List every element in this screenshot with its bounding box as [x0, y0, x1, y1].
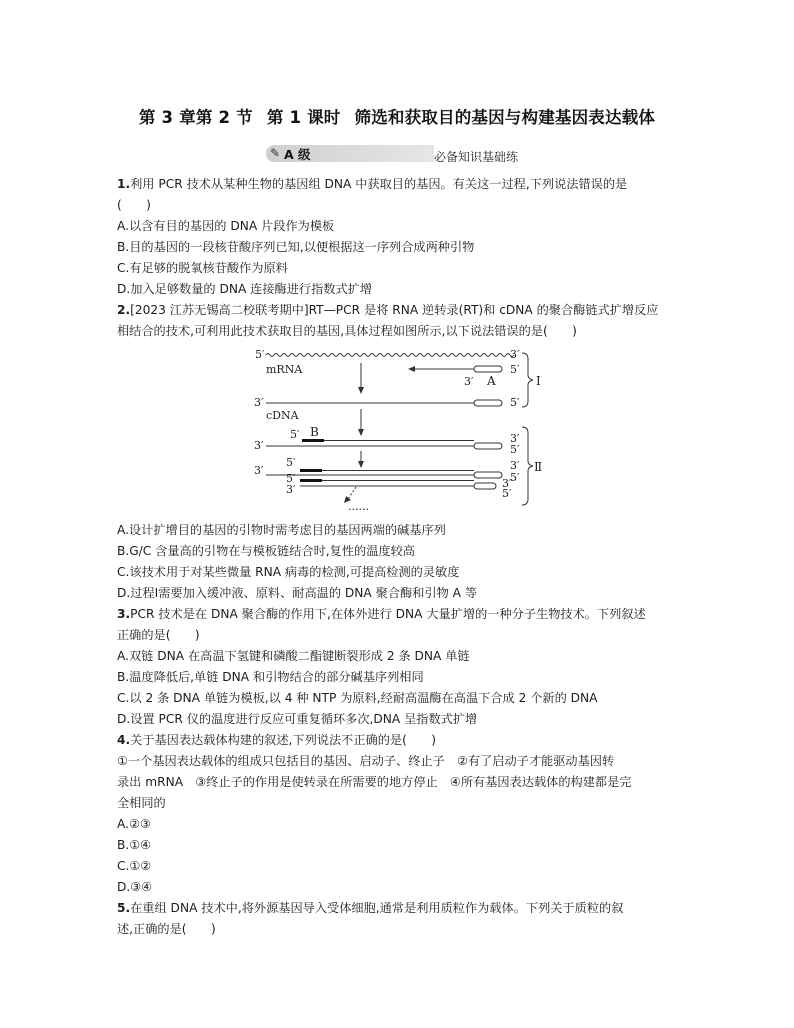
q1-option-b: B.目的基因的一段核苷酸序列已知,以便根据这一序列合成两种引物: [117, 240, 475, 254]
amp-primer-b-2: [300, 479, 322, 482]
step-arrow-2-head: [358, 429, 364, 436]
q5-stem-line-1: 5.在重组 DNA 技术中,将外源基因导入受体细胞,通常是利用质粒作为载体。下列关于质粒的叙: [117, 901, 624, 915]
q4-stem: 4.关于基因表达载体构建的叙述,下列说法不正确的是( ): [117, 733, 437, 747]
q3-stem-line-1: 3.PCR 技术是在 DNA 聚合酶的作用下,在体外进行 DNA 大量扩增的一种分子生物技术。下列叙述: [117, 607, 646, 621]
continuation-ellipsis: ......: [348, 500, 369, 513]
q1-stem-line-1: 1.利用 PCR 技术从某种生物的基因组 DNA 中获取目的基因。有关这一过程,下列说法错误的是: [117, 177, 628, 191]
primer-b: [302, 439, 324, 442]
title-lesson: 第 1 课时: [266, 108, 341, 127]
amp-5-prime-label-3: 5′: [286, 472, 296, 485]
rt-pcr-diagram: [240, 345, 560, 515]
cdna-primer-end: [474, 400, 502, 406]
extension-arrowhead: [408, 366, 415, 372]
step-1-brace: [522, 353, 533, 407]
q4-option-d: D.③④: [117, 880, 153, 894]
mrna-5-prime-label: 5′: [255, 348, 265, 361]
q3-option-a: A.双链 DNA 在高温下氢键和磷酸二酯键断裂形成 2 条 DNA 单链: [117, 649, 470, 663]
q4-option-b: B.①④: [117, 838, 152, 852]
primer-a-5-prime-label: 5′: [510, 363, 520, 376]
level-caption: 必备知识基础练: [434, 150, 519, 164]
q5-stem-line-2: 述,正确的是( ): [117, 922, 216, 936]
ds-upper-3-prime-label: 3′: [510, 432, 520, 445]
amp-5-prime-label-2: 5′: [510, 471, 520, 484]
primer-b-5-prime-label: 5′: [290, 428, 300, 441]
amp-primer-a-1: [474, 472, 502, 478]
ds-lower-5-prime-label: 5′: [510, 443, 520, 456]
q4-statement-line-1: ①一个基因表达载体的组成只包括目的基因、启动子、终止子 ②有了启动子才能驱动基因转: [117, 754, 615, 768]
step-2-brace: [522, 427, 533, 505]
q4-statement-line-3: 全相同的: [117, 796, 166, 810]
mrna-label: mRNA: [266, 363, 303, 376]
q1-option-a: A.以含有目的基因的 DNA 片段作为模板: [117, 219, 335, 233]
ds-primer-end: [474, 443, 502, 449]
title-chapter: 第 3 章第 2 节: [138, 108, 253, 127]
q3-option-d: D.设置 PCR 仪的温度进行反应可重复循环多次,DNA 呈指数式扩增: [117, 712, 478, 726]
q2-option-b: B.G/C 含量高的引物在与模板链结合时,复性的温度较高: [117, 544, 415, 558]
amp-3-prime-label-3: 3′: [286, 483, 296, 496]
page-title: [0, 104, 794, 128]
step-2-label: Ⅱ: [534, 460, 543, 474]
amp-primer-b-1: [300, 469, 322, 472]
amp-primer-a-2: [474, 483, 496, 489]
q2-stem-line-1: 2.[2023 江苏无锡高二校联考期中]RT—PCR 是将 RNA 逆转录(RT)和 cDNA 的聚合酶链式扩增反应: [117, 303, 659, 317]
primer-b-label: B: [310, 425, 319, 439]
step-1-label: Ⅰ: [536, 374, 541, 388]
q1-option-c: C.有足够的脱氧核苷酸作为原料: [117, 261, 288, 275]
mrna-3-prime-label: 3′: [510, 348, 520, 361]
cdna-3-prime-label: 3′: [254, 396, 264, 409]
q3-stem-line-2: 正确的是( ): [117, 628, 200, 642]
amp-3-prime-label-2: 3′: [510, 459, 520, 472]
amp-3-prime-label-4: 3′: [502, 477, 512, 490]
q1-option-d: D.加入足够数量的 DNA 连接酶进行指数式扩增: [117, 282, 373, 296]
q4-statement-line-2: 录出 mRNA ③终止子的作用是使转录在所需要的地方停止 ④所有基因表达载体的构建都是完: [117, 775, 632, 789]
mrna-strand: [266, 354, 514, 357]
ds-lower-3-prime-label: 3′: [254, 439, 264, 452]
pencil-icon: ✎: [270, 146, 281, 160]
amp-5-prime-label-1: 5′: [286, 456, 296, 469]
amp-3-prime-label-1: 3′: [254, 464, 264, 477]
q4-option-a: A.②③: [117, 817, 151, 831]
step-arrow-3-head: [358, 461, 364, 468]
step-arrow-1-head: [358, 387, 364, 394]
q2-option-a: A.设计扩增目的基因的引物时需考虑目的基因两端的碱基序列: [117, 523, 446, 537]
title-topic: 筛选和获取目的基因与构建基因表达载体: [354, 108, 656, 127]
primer-a-label: A: [487, 374, 496, 388]
primer-a: [474, 366, 502, 372]
q4-option-c: C.①②: [117, 859, 152, 873]
amp-5-prime-label-4: 5′: [502, 487, 512, 500]
cdna-label: cDNA: [266, 409, 299, 422]
level-label: A 级: [284, 147, 311, 162]
primer-a-3-prime-label: 3′: [464, 375, 474, 388]
q3-option-b: B.温度降低后,单链 DNA 和引物结合的部分碱基序列相同: [117, 670, 424, 684]
q1-stem-line-2: ( ): [117, 198, 151, 212]
continuation-arrow: [348, 487, 356, 499]
q2-option-c: C.该技术用于对某些微量 RNA 病毒的检测,可提高检测的灵敏度: [117, 565, 460, 579]
cdna-5-prime-label: 5′: [510, 396, 520, 409]
q2-option-d: D.过程Ⅰ需要加入缓冲液、原料、耐高温的 DNA 聚合酶和引物 A 等: [117, 586, 478, 600]
q3-option-c: C.以 2 条 DNA 单链为模板,以 4 种 NTP 为原料,经耐高温酶在高温下合成 2 个新的 DNA: [117, 691, 598, 705]
q2-stem-line-2: 相结合的技术,可利用此技术获取目的基因,具体过程如图所示,以下说法错误的是( ): [117, 324, 577, 338]
